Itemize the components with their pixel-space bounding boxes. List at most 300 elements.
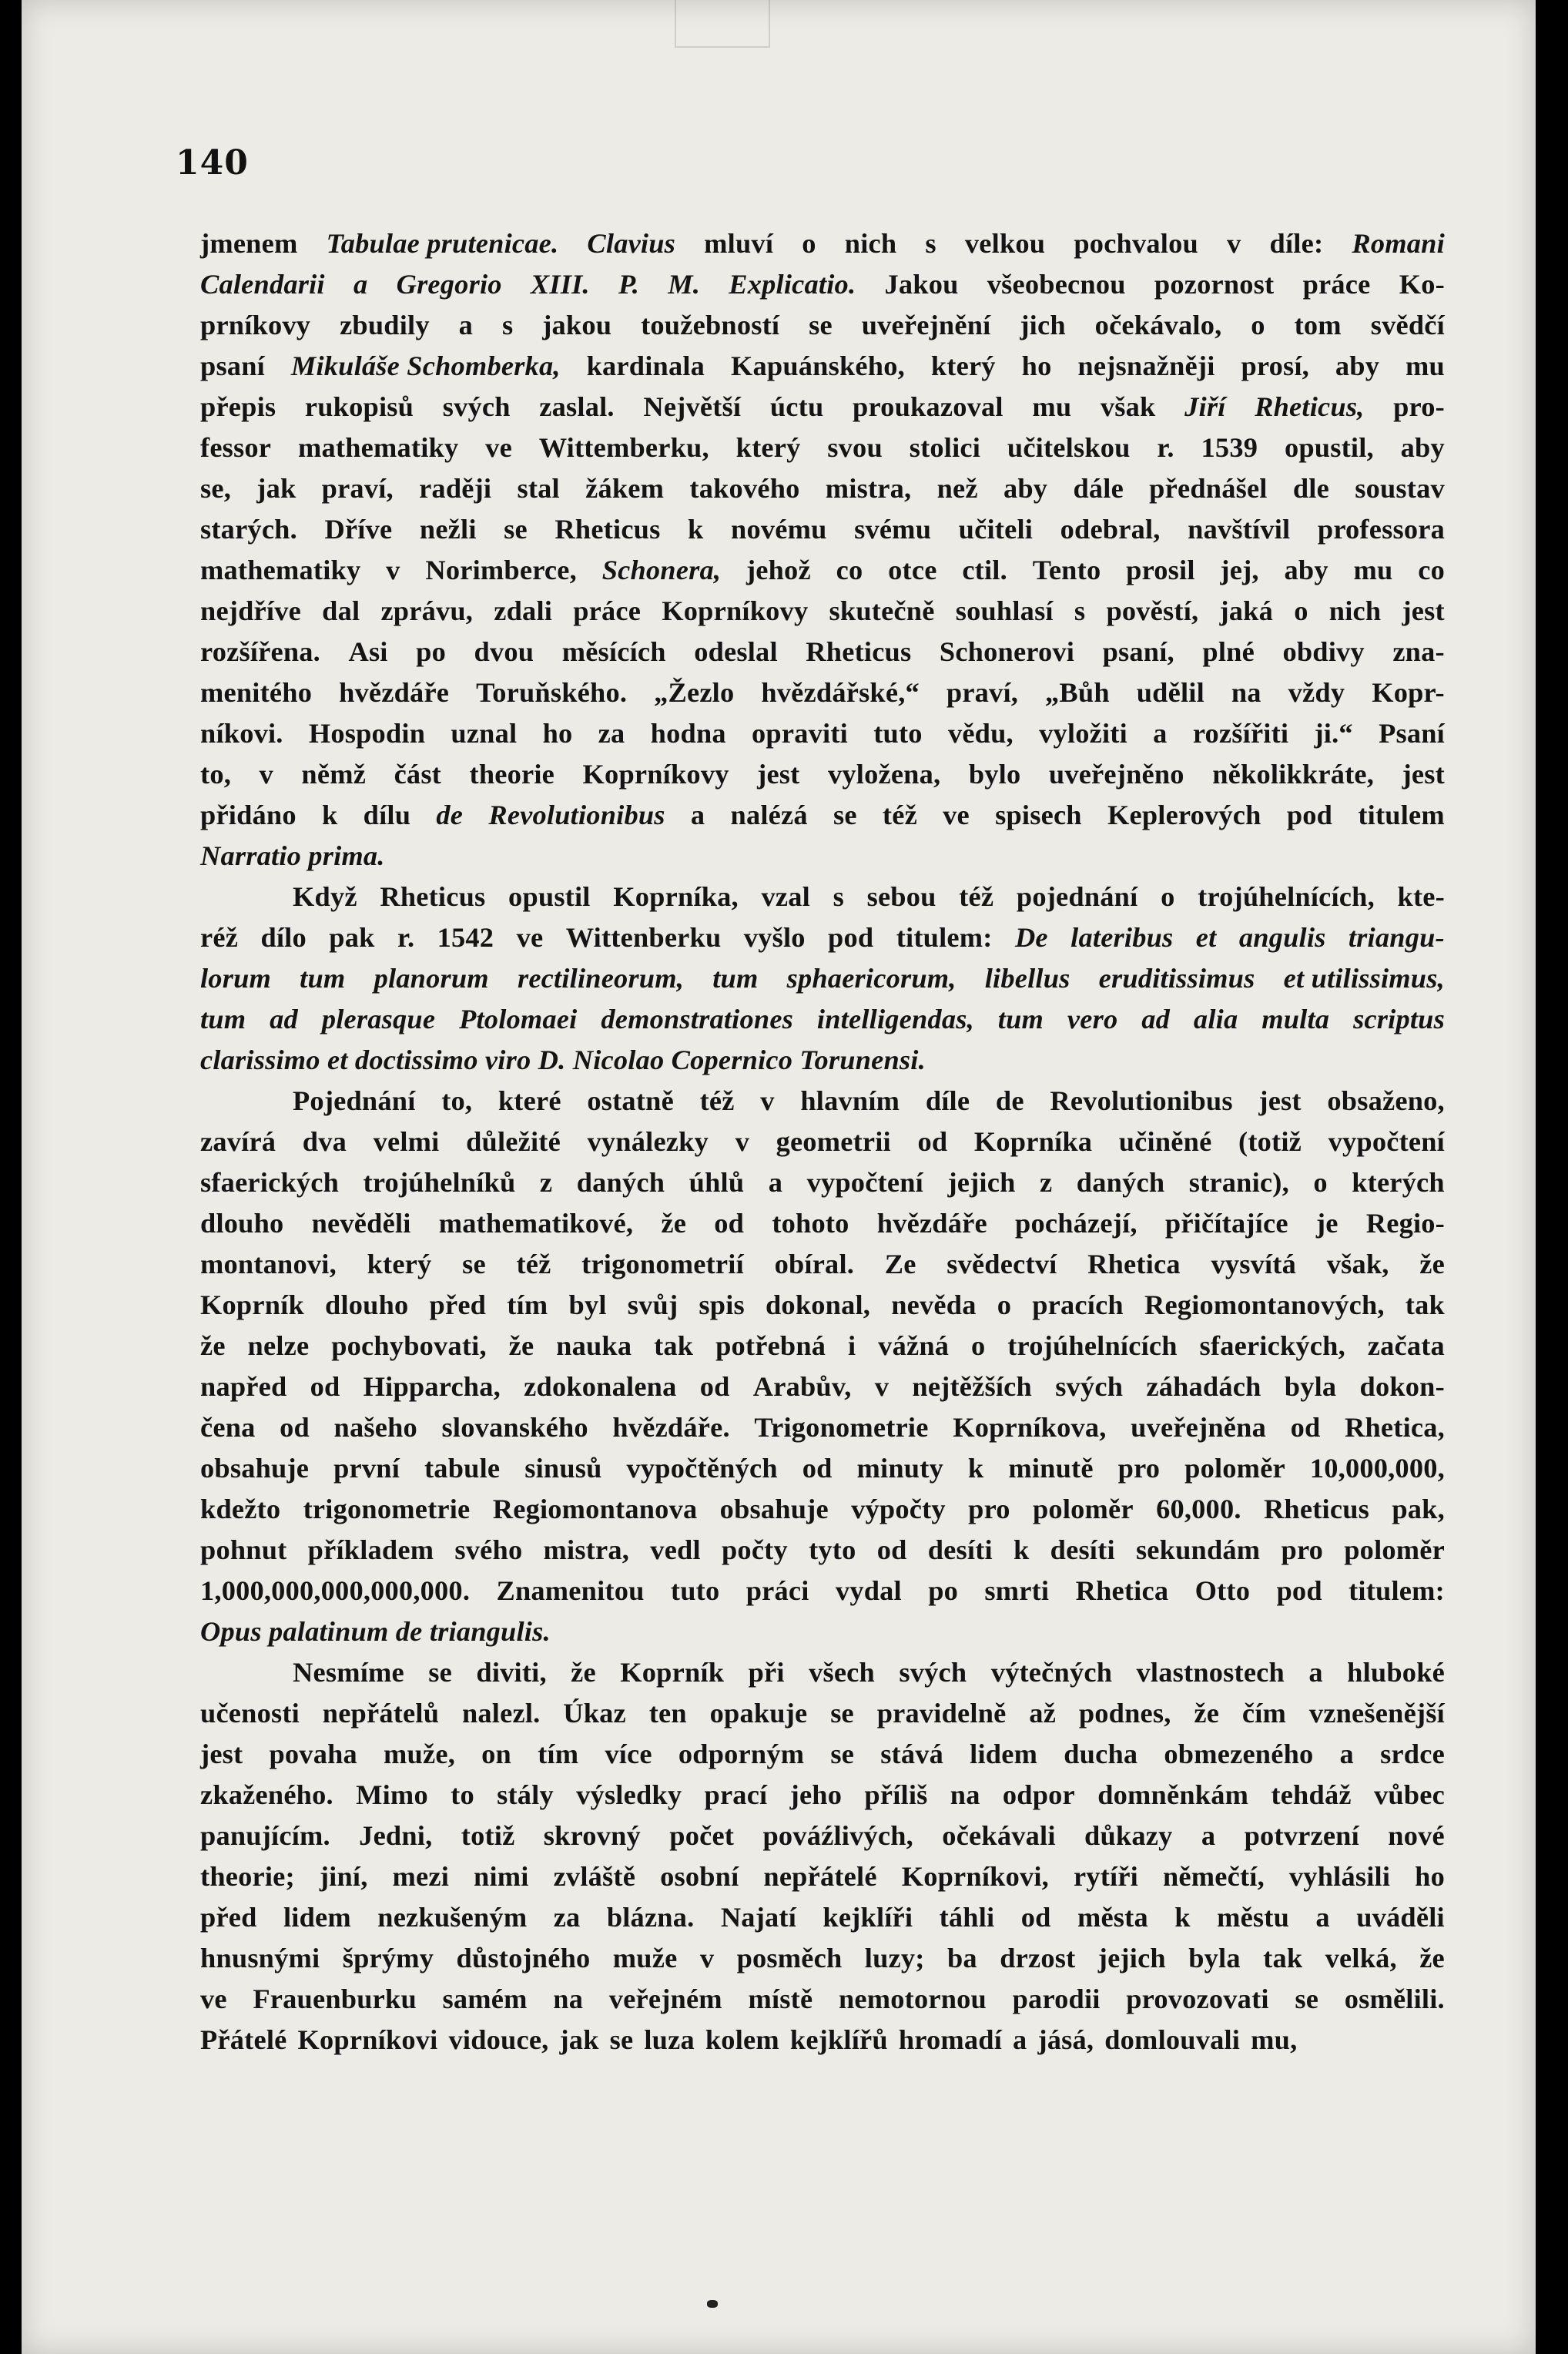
word: nezkušeným [377, 1902, 528, 1933]
word: trigonometrií [581, 1249, 744, 1279]
word: důstojného [456, 1943, 591, 1973]
text-line [200, 1448, 1445, 1489]
word: Trigonometrie [754, 1412, 929, 1443]
word: pojednání [1016, 881, 1138, 912]
word: ba [946, 1943, 977, 1973]
body-text [200, 223, 1445, 2061]
word: stranic), [1188, 1167, 1289, 1198]
page-number: 140 [176, 143, 249, 183]
word: tohoto [772, 1208, 849, 1239]
text-line [200, 1652, 1445, 1693]
word: Úkaz [563, 1698, 626, 1729]
word: Největší [643, 391, 742, 422]
word: Koprníkovy [582, 759, 729, 790]
word: pochybovati, [331, 1330, 487, 1361]
word: sphaericorum, [786, 963, 957, 994]
word: Přátelé [200, 2024, 287, 2055]
word: vydal [835, 1575, 902, 1606]
word: desíti [1050, 1534, 1115, 1565]
word: geometrii [776, 1126, 891, 1157]
word: obíral. [774, 1249, 855, 1279]
word: Pojednání [293, 1085, 416, 1116]
word: obsaženo, [1327, 1085, 1445, 1116]
word: prníkovy [200, 310, 311, 340]
text-line [200, 1571, 1445, 1611]
word: záhadách [1146, 1371, 1261, 1402]
word: Wittemberku, [538, 432, 709, 463]
word: čena [200, 1412, 256, 1443]
word: k [1174, 1902, 1191, 1933]
word: se [462, 1249, 486, 1279]
word: vedl [650, 1534, 701, 1565]
word: clarissimo et doctissimo viro D. Nicolao Copernico Torunensi. [200, 1045, 926, 1075]
word: trojúhelnících, [1198, 881, 1375, 912]
word: dlouho [325, 1289, 409, 1320]
word: které [498, 1085, 561, 1116]
text-line [200, 917, 1445, 958]
word: 1,000,000,000,000,000. [200, 1575, 471, 1606]
word: Rheticus [1263, 1494, 1370, 1524]
word: tum [300, 963, 346, 994]
paragraph [200, 877, 1445, 1081]
word: též [882, 800, 917, 830]
word: kterých [1352, 1167, 1445, 1198]
word: navštívil [1188, 514, 1291, 545]
word: přepis [200, 391, 276, 422]
word: montanovi, [200, 1249, 337, 1279]
word: pracích [1032, 1289, 1124, 1320]
word: zaslal. [539, 391, 615, 422]
word: intelligendas, [816, 1004, 974, 1034]
word: samém [442, 1983, 528, 2014]
word: dílu [363, 800, 411, 830]
word: rukopisů [304, 391, 414, 422]
word: velká, [1325, 1943, 1397, 1973]
word: na [1231, 677, 1261, 708]
word: za [553, 1902, 581, 1933]
text-line [200, 1979, 1445, 2020]
word: uveřejněna [1131, 1412, 1266, 1443]
word: hvězdáře [876, 1208, 987, 1239]
word: ve [485, 432, 512, 463]
word: spis [699, 1289, 745, 1320]
word: při [748, 1657, 785, 1688]
word: blázna. [606, 1902, 695, 1933]
word: mu, [1251, 2024, 1298, 2055]
word: dle [1292, 473, 1329, 504]
word: svůj [627, 1289, 678, 1320]
word: Ze [884, 1249, 916, 1279]
word: Schonerovi [939, 636, 1075, 667]
word: Tabulae prutenicae. [326, 228, 559, 259]
word: a [690, 800, 705, 830]
word: měsících [561, 636, 666, 667]
word: et [1195, 922, 1217, 953]
word: od [1290, 1412, 1321, 1443]
word: Ptolomaei [459, 1004, 578, 1034]
word: až [1029, 1698, 1057, 1729]
word: to [451, 1779, 474, 1810]
word: Hipparcha, [363, 1371, 501, 1402]
text-line [200, 1407, 1445, 1448]
word: Revolutionibus [488, 800, 665, 830]
word: než [936, 473, 978, 504]
word: za [598, 718, 625, 749]
word: též [699, 1085, 735, 1116]
word: zvláště [553, 1861, 636, 1892]
word: praví, [321, 473, 394, 504]
word: muže [612, 1943, 678, 1973]
word: však, [1326, 1249, 1389, 1279]
word: ji.“ [1314, 718, 1353, 749]
word: na [950, 1779, 980, 1810]
word: desíti [927, 1534, 993, 1565]
word: tím [538, 1739, 579, 1769]
word: úhlů [689, 1167, 745, 1198]
word: tím [507, 1289, 548, 1320]
word: Regio- [1365, 1208, 1445, 1239]
word: svých [1055, 1371, 1124, 1402]
word: a [1013, 2024, 1027, 2055]
text-line [200, 346, 1445, 387]
word: jak [256, 473, 297, 504]
text-line [200, 1611, 1445, 1652]
word: o [970, 1330, 986, 1361]
word: po [928, 1575, 959, 1606]
word: prosil [1126, 555, 1195, 585]
word: Rheticus [806, 636, 912, 667]
word: minuty [856, 1453, 943, 1484]
word: a [353, 269, 368, 300]
word: stává [880, 1739, 944, 1769]
word: Když [293, 881, 357, 912]
word: mistra, [825, 473, 912, 504]
word: že [1419, 1249, 1445, 1279]
word: praví, [946, 677, 1019, 708]
word: Otto [1194, 1575, 1251, 1606]
word: velmi [373, 1126, 440, 1157]
word: jmenem [200, 228, 298, 259]
word: nich [844, 228, 897, 259]
text-line [200, 1856, 1445, 1897]
word: stolici [909, 432, 981, 463]
word: a [1339, 1739, 1354, 1769]
word: se [830, 1698, 854, 1729]
word: jejich [1097, 1943, 1166, 1973]
word: titulem: [896, 922, 993, 953]
word: z [539, 1167, 553, 1198]
text-line [200, 1775, 1445, 1816]
word: vyhlásili [1288, 1861, 1391, 1892]
word: toužebností [641, 310, 780, 340]
word: tum [200, 1004, 246, 1034]
word: jak [559, 2024, 599, 2055]
word: soustav [1355, 473, 1445, 504]
word: pochvalou [1074, 228, 1198, 259]
word: hvězdáře. [612, 1412, 730, 1443]
word: že [200, 1330, 226, 1361]
word: triangu- [1348, 922, 1445, 953]
word: „Žezlo [654, 677, 735, 708]
word: a [458, 310, 474, 340]
word: hvězdáře [339, 677, 450, 708]
word: vidouce, [448, 2024, 549, 2055]
word: M. [668, 269, 701, 300]
word: jeho [789, 1779, 843, 1810]
word: že [1194, 1698, 1220, 1729]
word: ad [1141, 1004, 1171, 1034]
word: Rhetica [1075, 1575, 1169, 1606]
word: daných [576, 1167, 665, 1198]
word: Arabův, [752, 1371, 852, 1402]
word: co [836, 555, 863, 585]
word: potřebná [715, 1330, 826, 1361]
word: se [428, 1657, 452, 1688]
word: r. [1157, 432, 1174, 463]
word: libellus [984, 963, 1070, 994]
word: v [1227, 228, 1241, 259]
word: opraviti [752, 718, 848, 749]
word: našeho [333, 1412, 417, 1443]
word: hvězdářské,“ [761, 677, 920, 708]
word: aby [1003, 473, 1048, 504]
word: dokonal, [765, 1289, 871, 1320]
word: poloměr [1184, 1453, 1285, 1484]
word: Jiří [1184, 391, 1226, 422]
word: domněnkám [1097, 1779, 1249, 1810]
word: táhli [939, 1902, 995, 1933]
word: od [802, 1453, 833, 1484]
word: žákem [585, 473, 665, 504]
text-line [200, 795, 1445, 836]
word: luza [644, 2024, 695, 2055]
word: Rheticus, [1255, 391, 1365, 422]
word: totiž [461, 1820, 515, 1851]
word: plerasque [321, 1004, 436, 1034]
word: Asi [348, 636, 388, 667]
word: několikkráte, [1212, 759, 1375, 790]
word: o [802, 228, 816, 259]
word: místě [748, 1983, 813, 2014]
word: pověstí, [1106, 595, 1199, 626]
word: Keplerových [1107, 800, 1261, 830]
word: s [833, 881, 844, 912]
text-line [200, 672, 1445, 713]
text-line [200, 1489, 1445, 1530]
word: zkaženého. [200, 1779, 333, 1810]
word: ten [648, 1698, 687, 1729]
word: tak [1263, 1943, 1303, 1973]
word: od [917, 1126, 948, 1157]
word: po [416, 636, 446, 667]
word: pohnut [200, 1534, 287, 1565]
paragraph [200, 1652, 1445, 2061]
word: eruditissimus [1098, 963, 1255, 994]
word: luzy; [864, 1943, 925, 1973]
word: v [735, 1126, 749, 1157]
word: skutečně [829, 595, 935, 626]
word: Koprníkova, [953, 1412, 1107, 1443]
word: a [1201, 1820, 1216, 1851]
book-page [22, 0, 1536, 2354]
word: Najatí [720, 1902, 797, 1933]
word: sebou [866, 881, 936, 912]
word: Wittenberku [565, 922, 722, 953]
word: vero [1067, 1004, 1118, 1034]
word: od [699, 1371, 730, 1402]
word: obmezeného [1164, 1739, 1314, 1769]
word: i [848, 1330, 856, 1361]
word: 1539 [1201, 432, 1258, 463]
word: z [1039, 1167, 1053, 1198]
text-line [200, 1530, 1445, 1571]
word: v [874, 1371, 890, 1402]
text-line [200, 2020, 1445, 2061]
word: se [809, 310, 833, 340]
word: Koprníkovi, [901, 1861, 1049, 1892]
word: v [760, 1085, 775, 1116]
word: provozovati [1126, 1983, 1269, 2014]
word: sfaerických [200, 1167, 340, 1198]
word: nemotornou [838, 1983, 987, 2014]
word: práci [745, 1575, 809, 1606]
word: jest [757, 759, 800, 790]
word: pod [1276, 1575, 1322, 1606]
word: kdežto [200, 1494, 281, 1524]
word: dílo [260, 922, 307, 953]
word: nimi [474, 1861, 529, 1892]
word: všech [809, 1657, 875, 1688]
word: s [925, 228, 936, 259]
word: hodna [650, 718, 726, 749]
word: nelze [247, 1330, 310, 1361]
word: díle: [1269, 228, 1324, 259]
word: který [735, 432, 801, 463]
word: trigonometrie [303, 1494, 471, 1524]
word: Jedni, [359, 1820, 433, 1851]
word: psaní, [1102, 636, 1174, 667]
text-line [200, 387, 1445, 428]
word: jásá, [1037, 2024, 1094, 2055]
word: pozornost [1154, 269, 1275, 300]
word: přidáno [200, 800, 297, 830]
word: je [1315, 1208, 1338, 1239]
word: část [394, 759, 442, 790]
word: nové [1388, 1820, 1445, 1851]
word: zdokonalena [524, 1371, 677, 1402]
word: všeobecnou [987, 269, 1126, 300]
word: Kapuánského, [731, 350, 905, 381]
text-line [200, 1734, 1445, 1775]
word: odporným [678, 1739, 805, 1769]
word: svého [454, 1534, 523, 1565]
text-line [200, 1244, 1445, 1285]
text-line [200, 264, 1445, 305]
text-line [200, 1081, 1445, 1122]
word: svému [854, 514, 932, 545]
word: Regiomontanova [492, 1494, 698, 1524]
text-line [200, 1816, 1445, 1856]
word: přednášel [1149, 473, 1268, 504]
word: nalezl. [461, 1698, 541, 1729]
word: obsahuje [719, 1494, 829, 1524]
word: Explicatio. [729, 269, 856, 300]
word: rozšířena. [200, 636, 320, 667]
word: Romani [1352, 228, 1445, 259]
text-line [200, 223, 1445, 264]
word: o [997, 1289, 1012, 1320]
word: Dříve [324, 514, 393, 545]
word: minutě [1008, 1453, 1094, 1484]
word: vědu, [947, 718, 1014, 749]
word: kolem [705, 2024, 779, 2055]
word: hluboké [1347, 1657, 1445, 1688]
word: demonstrationes [601, 1004, 794, 1034]
word: příliš [864, 1779, 928, 1810]
word: pro [968, 1494, 1010, 1524]
word: theorie [469, 759, 555, 790]
word: zdali [494, 595, 553, 626]
word: nich [1328, 595, 1382, 626]
word: vynálezky [587, 1126, 709, 1157]
word: se, [200, 473, 232, 504]
word: dvou [474, 636, 534, 667]
word: professora [1317, 514, 1445, 545]
word: scriptus [1353, 1004, 1445, 1034]
word: Narratio prima. [200, 840, 385, 871]
word: 1542 [437, 922, 494, 953]
word: a [1308, 1657, 1323, 1688]
word: pravidelně [876, 1698, 1007, 1729]
word: o [1251, 310, 1265, 340]
word: městu [1217, 1902, 1290, 1933]
word: Znamenitou [496, 1575, 645, 1606]
text-line [200, 713, 1445, 754]
word: pak, [1392, 1494, 1445, 1524]
word: pro [1281, 1534, 1324, 1565]
word: mistra, [543, 1534, 630, 1565]
word: vypočtení [806, 1167, 923, 1198]
word: který [930, 350, 996, 381]
word: svou [827, 432, 883, 463]
word: jej, [1220, 555, 1259, 585]
word: aby [1335, 350, 1380, 381]
text-line [200, 754, 1445, 795]
text-line [200, 1366, 1445, 1407]
word: et utilissimus, [1283, 963, 1445, 994]
word: se [830, 1739, 855, 1769]
word: zna- [1392, 636, 1445, 667]
word: nauka [556, 1330, 632, 1361]
word: byla [1188, 1943, 1241, 1973]
word: diviti, [476, 1657, 547, 1688]
word: udělil [1136, 677, 1204, 708]
word: a [1153, 718, 1168, 749]
text-line [200, 1203, 1445, 1244]
word: práce [1302, 269, 1371, 300]
word: obdivy [1282, 636, 1365, 667]
word: jehož [745, 555, 811, 585]
word: souhlasí [955, 595, 1054, 626]
word: o [1161, 881, 1175, 912]
word: němečtí, [1162, 1861, 1265, 1892]
word: Opus palatinum de triangulis. [200, 1616, 551, 1647]
word: první [333, 1453, 400, 1484]
word: učitelskou [1007, 432, 1131, 463]
word: fessor [200, 432, 272, 463]
text-line [200, 999, 1445, 1040]
word: smrti [984, 1575, 1050, 1606]
